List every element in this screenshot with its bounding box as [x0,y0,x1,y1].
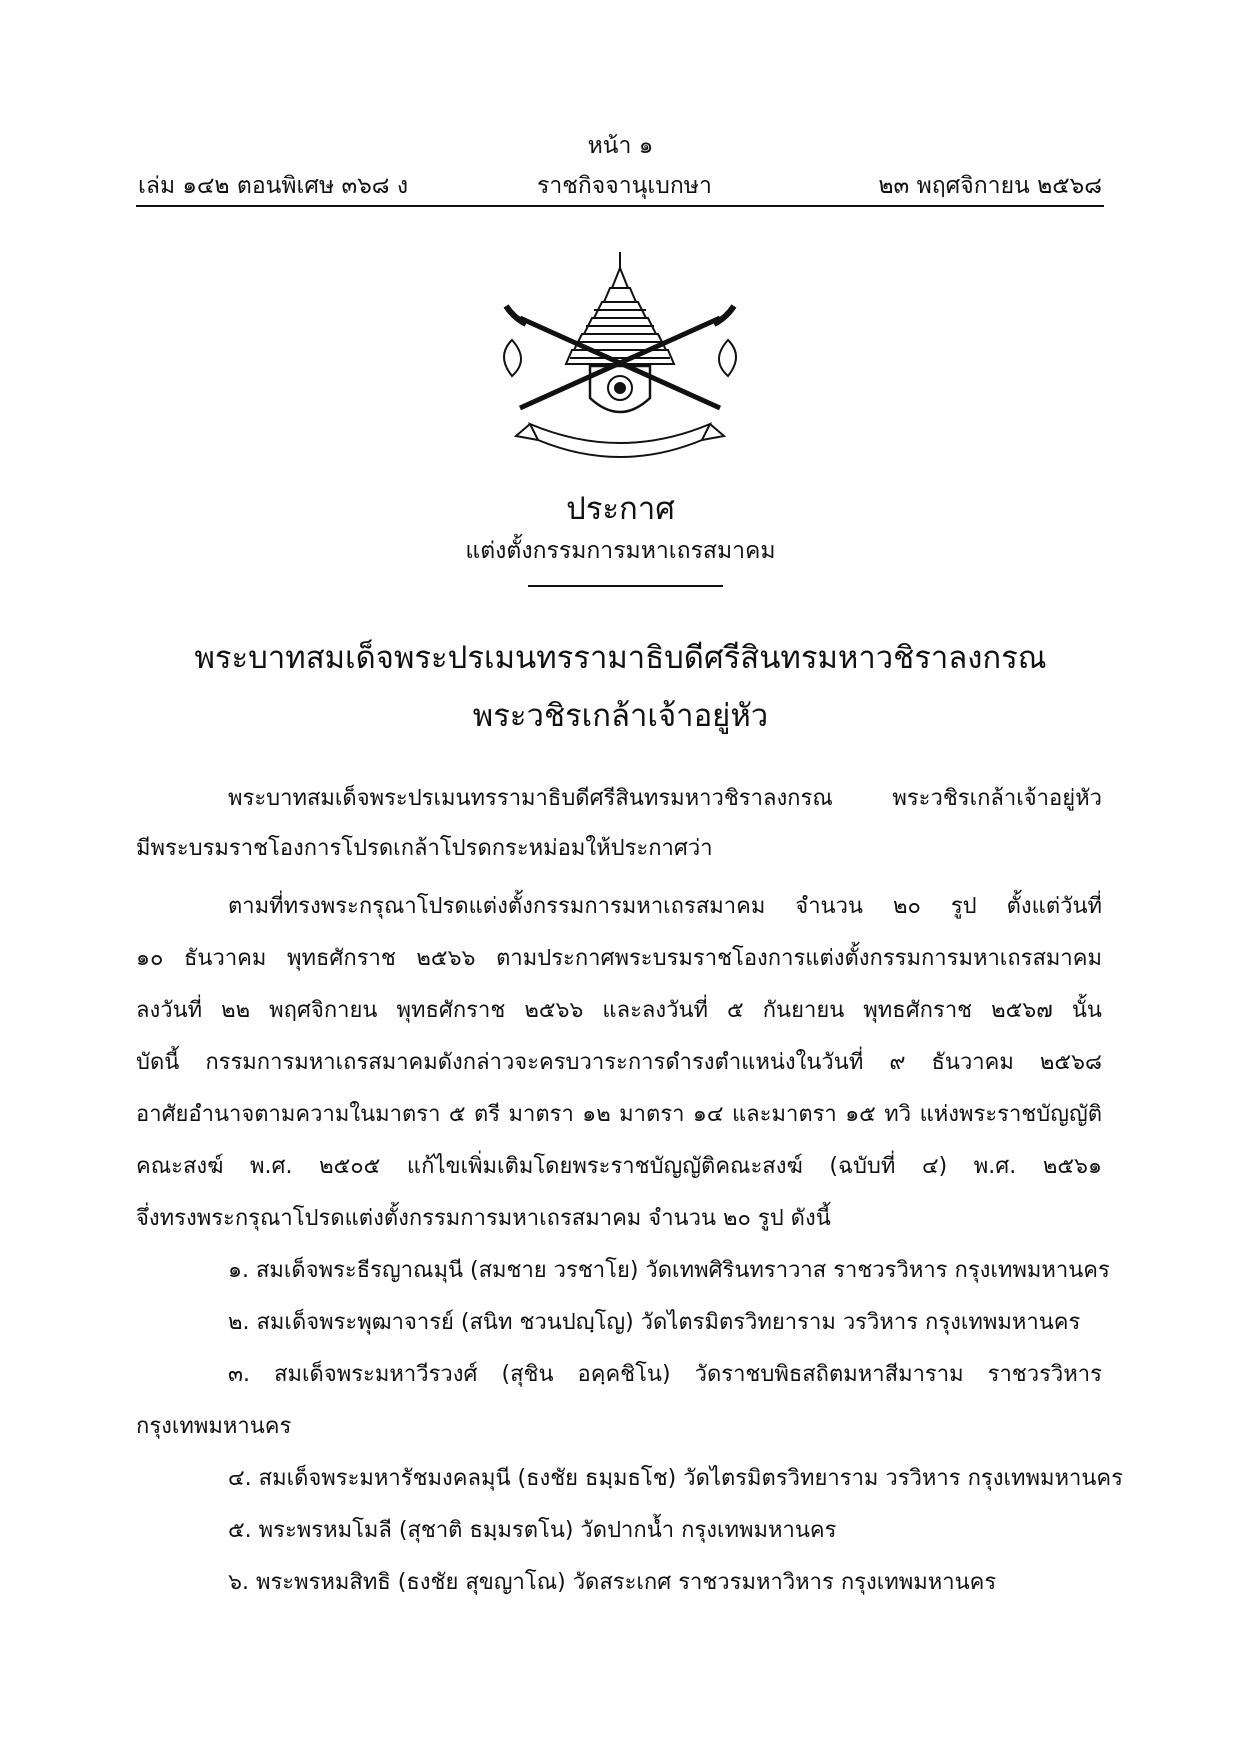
text-word: ๒๕๖๑ [1042,1154,1102,1179]
text-word: ๑๔ [692,1102,724,1127]
member-item-1: ๑. สมเด็จพระธีรญาณมุนี (สมชาย วรชาโย) วัดเทพศิรินทราวาส ราชวรวิหาร กรุงเทพมหานคร [228,1258,1110,1283]
text-word: คณะสงฆ์ [136,1154,224,1179]
paragraph-1-line-1 [228,780,1102,815]
page-number: หน้า ๑ [587,133,654,159]
text-word: ๒๒ [221,998,251,1023]
royal-emblem-icon [490,248,750,460]
text-word: (ฉบับที่ [829,1154,896,1179]
gazette-header [138,168,1102,202]
member-item-3-continuation: กรุงเทพมหานคร [136,1414,292,1439]
text-word: มาตรา [619,1102,685,1127]
member-item-3 [228,1356,1102,1391]
text-word: แก้ไขเพิ่มเติมโดยพระราชบัญญัติคณะสงฆ์ [406,1154,803,1179]
text-word: พุทธศักราช [287,946,396,971]
king-name-line-1: พระบาทสมเด็จพระปรเมนทรรามาธิบดีศรีสินทรมหาวชิราลงกรณ [194,640,1047,676]
text-word: ทวิ [884,1102,912,1127]
member-item-5: ๕. พระพรหมโมลี (สุชาติ ธมฺมรตโน) วัดปากน้ำ กรุงเทพมหานคร [228,1518,837,1543]
header-divider [136,205,1104,207]
paragraph-2-line-1 [228,888,1102,923]
text-word: พระบาทสมเด็จพระปรเมนทรรามาธิบดีศรีสินทรมหาวชิราลงกรณ [228,786,833,811]
gazette-name: ราชกิจจานุเบกษา [537,173,712,199]
paragraph-2-line-2 [136,940,1102,975]
text-word: ลงวันที่ [136,998,203,1023]
text-word: พุทธศักราช [396,998,506,1023]
text-word: ๒๕๖๖ [416,946,476,971]
title-divider [528,585,723,587]
text-word: ๒๕๖๘ [1039,1050,1102,1075]
text-word: ๑๕ [845,1102,876,1127]
text-word: ๕ [448,1102,466,1127]
text-word: รูป [950,894,977,919]
text-word: ธันวาคม [931,1050,1014,1075]
text-word: ตามที่ทรงพระกรุณาโปรดแต่งตั้งกรรมการมหาเถรสมาคม [228,894,766,919]
text-word: ธันวาคม [184,946,267,971]
text-word: (สุชิน [501,1362,554,1387]
text-word: จำนวน [795,894,863,919]
text-word: แห่งพระราชบัญญัติ [919,1102,1102,1127]
publication-date: ๒๓ พฤศจิกายน ๒๕๖๘ [878,173,1102,199]
paragraph-2-line-7: จึ่งทรงพระกรุณาโปรดแต่งตั้งกรรมการมหาเถรสมาคม จำนวน ๒๐ รูป ดังนี้ [136,1206,831,1231]
paragraph-2-line-4 [136,1044,1102,1079]
text-word: ๒๕๖๗ [991,998,1053,1023]
text-word: พ.ศ. [250,1154,293,1179]
text-word: บัดนี้ [136,1050,180,1075]
text-word: ๕ [727,998,744,1023]
member-item-2: ๒. สมเด็จพระพุฒาจารย์ (สนิท ชวนปญฺโญ) วัดไตรมิตรวิทยาราม วรวิหาร กรุงเทพมหานคร [228,1310,1081,1335]
text-word: และลงวันที่ [602,998,709,1023]
text-word: ตามประกาศพระบรมราชโองการแต่งตั้งกรรมการมหาเถรสมาคม [496,946,1102,971]
paragraph-2-line-3 [136,992,1102,1027]
paragraph-2-line-5 [136,1096,1102,1131]
text-word: ๒๕๐๕ [319,1154,381,1179]
volume-issue: เล่ม ๑๔๒ ตอนพิเศษ ๓๖๘ ง [138,173,409,199]
member-item-4: ๔. สมเด็จพระมหารัชมงคลมุนี (ธงชัย ธมฺมธโช) วัดไตรมิตรวิทยาราม วรวิหาร กรุงเทพมหานคร [228,1466,1123,1491]
member-item-6: ๖. พระพรหมสิทธิ (ธงชัย สุขญาโณ) วัดสระเกศ ราชวรมหาวิหาร กรุงเทพมหานคร [228,1570,997,1595]
text-word: พฤศจิกายน [269,998,378,1023]
text-word: ๔) [921,1154,948,1179]
paragraph-1-line-2: มีพระบรมราชโองการโปรดเกล้าโปรดกระหม่อมให้ประกาศว่า [136,836,713,861]
text-word: ๑๐ [136,946,164,971]
text-word: พระวชิรเกล้าเจ้าอยู่หัว [892,786,1102,811]
text-word: ๓. [228,1362,251,1387]
text-word: พุทธศักราช [863,998,973,1023]
text-word: ๑๒ [582,1102,611,1127]
text-word: พ.ศ. [973,1154,1017,1179]
text-word: ตรี [473,1102,501,1127]
text-word: ตั้งแต่วันที่ [1006,894,1102,919]
text-word: กรรมการมหาเถรสมาคมดังกล่าวจะครบวาระการดำรงตำแหน่งในวันที่ [205,1050,864,1075]
text-word: ๒๕๖๖ [524,998,584,1023]
text-word: วัดราชบพิธสถิตมหาสีมาราม [694,1362,964,1387]
paragraph-2-line-6 [136,1148,1102,1183]
text-word: กันยายน [762,998,845,1023]
king-name-line-2: พระวชิรเกล้าเจ้าอยู่หัว [472,698,769,734]
text-word: นั้น [1071,998,1102,1023]
text-word: ๙ [889,1050,906,1075]
text-word: อคฺคชิโน) [577,1362,671,1387]
announcement-title: ประกาศ [566,491,675,527]
text-word: อาศัยอำนาจตามความในมาตรา [136,1102,441,1127]
text-word: ๒๐ [892,894,921,919]
text-word: ราชวรวิหาร [987,1362,1102,1387]
text-word: มาตรา [508,1102,574,1127]
announcement-subject: แต่งตั้งกรรมการมหาเถรสมาคม [465,538,776,564]
text-word: และมาตรา [731,1102,837,1127]
text-word: สมเด็จพระมหาวีรวงศ์ [274,1362,478,1387]
